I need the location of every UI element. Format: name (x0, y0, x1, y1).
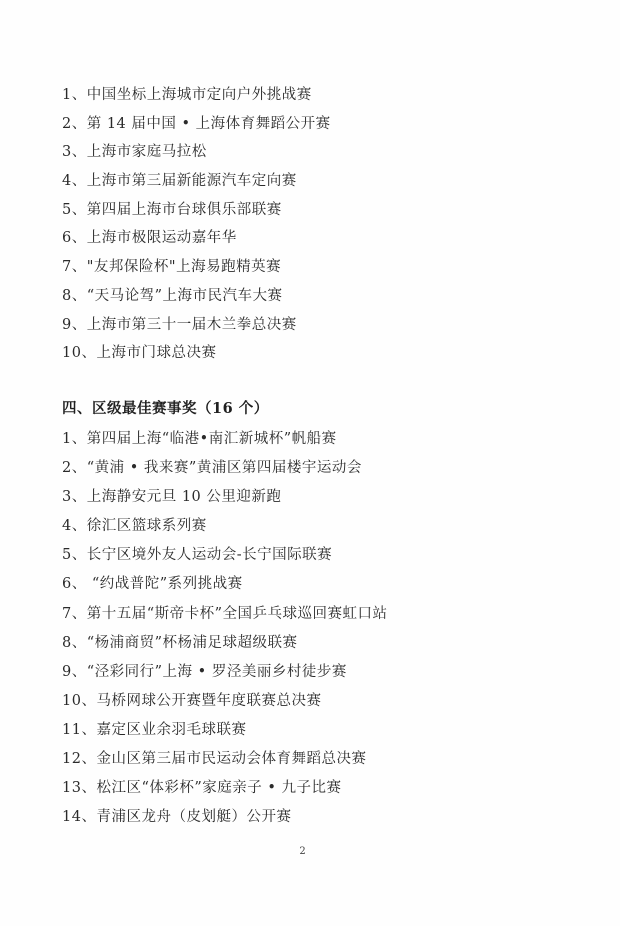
list-item: 9、上海市第三十一届木兰拳总决赛 (62, 316, 297, 333)
list-item: 3、上海静安元旦 10 公里迎新跑 (62, 489, 282, 506)
list-item: 10、上海市门球总决赛 (62, 345, 217, 362)
list-item: 3、上海市家庭马拉松 (62, 144, 207, 161)
list-item: 10、马桥网球公开赛暨年度联赛总决赛 (62, 692, 322, 709)
list-item: 5、长宁区境外友人运动会-长宁国际联赛 (62, 547, 333, 564)
list-item: 9、“泾彩同行”上海 • 罗泾美丽乡村徒步赛 (62, 663, 347, 680)
list-item: 1、中国坐标上海城市定向户外挑战赛 (62, 87, 312, 103)
list-item: 8、“天马论驾”上海市民汽车大赛 (62, 287, 283, 304)
list-item: 4、上海市第三届新能源汽车定向赛 (62, 173, 297, 190)
list-item: 1、第四届上海“临港•南汇新城杯”帆船赛 (62, 431, 337, 447)
list-item: 13、松江区“体彩杯”家庭亲子 • 九子比赛 (62, 780, 342, 797)
page-number: 2 (299, 846, 306, 857)
list-item: 8、“杨浦商贸”杯杨浦足球超级联赛 (62, 634, 298, 651)
event-list-city-level (62, 81, 331, 368)
section-heading: 四、区级最佳赛事奖（16 个） (62, 400, 269, 417)
event-list-district-level (62, 425, 388, 832)
list-item: 12、金山区第三届市民运动会体育舞蹈总决赛 (62, 751, 367, 768)
list-item: 11、嘉定区业余羽毛球联赛 (62, 721, 247, 738)
list-item: 7、"友邦保险杯"上海易跑精英赛 (62, 259, 282, 276)
list-item: 2、第 14 届中国 • 上海体育舞蹈公开赛 (62, 115, 331, 132)
list-item: 6、 “约战普陀”系列挑战赛 (62, 576, 243, 593)
list-item: 2、“黄浦 • 我来赛”黄浦区第四届楼宇运动会 (62, 460, 362, 477)
list-item: 14、青浦区龙舟（皮划艇）公开赛 (62, 809, 292, 826)
list-item: 7、第十五届“斯帝卡杯”全国乒乓球巡回赛虹口站 (62, 605, 388, 622)
list-item: 4、徐汇区篮球系列赛 (62, 518, 207, 535)
list-item: 5、第四届上海市台球俱乐部联赛 (62, 201, 282, 218)
list-item: 6、上海市极限运动嘉年华 (62, 230, 237, 247)
